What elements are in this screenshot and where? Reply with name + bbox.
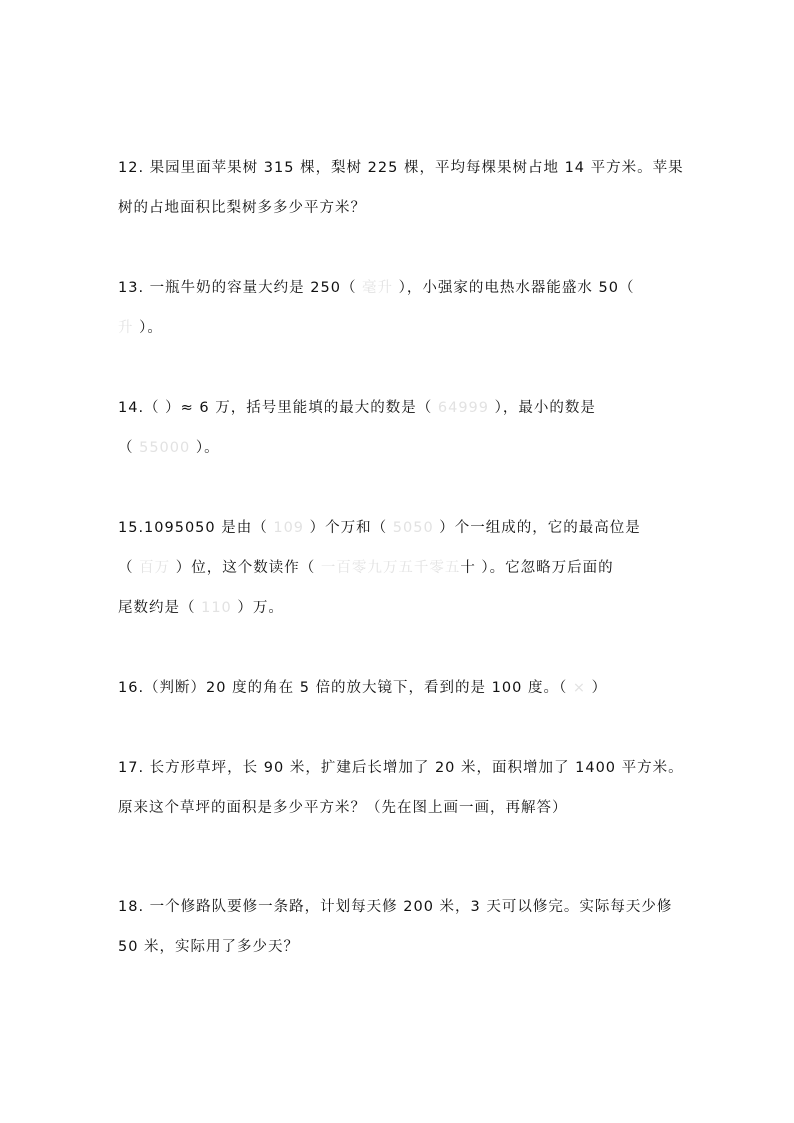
question-text: ）。 [133,320,163,336]
question-13-line-2 [118,318,163,338]
answer-text: 一百零九万五千零五 [315,560,461,576]
question-17-line-2: 原来这个草坪的面积是多少平方米？（先在图上画一画，再解答） [118,800,568,816]
question-text: ） [591,680,608,696]
question-text: 十 ）。它忽略万后面的 [460,560,614,576]
question-text: 15.1095050 是由（ [118,520,268,536]
answer-text: 109 [267,520,310,536]
question-15-line-3 [118,598,284,618]
answer-text: 百万 [133,560,176,576]
question-12-line-2: 树的占地面积比梨树多多少平方米？ [118,200,366,216]
question-text: ），最小的数是 [494,400,596,416]
question-text: ），小强家的电热水器能盛水 50（ [398,280,635,296]
answer-text: 毫升 [356,280,399,296]
answer-text: 64999 [432,400,495,416]
answer-text: 5050 [387,520,440,536]
question-18-line-2: 50 米，实际用了多少天？ [118,939,300,955]
question-14-line-2 [118,438,220,458]
question-text: 尾数约是（ [118,600,196,616]
question-text: （ [118,560,134,576]
question-15-line-1 [118,518,641,538]
question-text: ）位，这个数读作（ [175,560,316,576]
answer-text: × [567,680,592,696]
question-15-line-2 [118,558,614,578]
question-17-line-1: 17. 长方形草坪，长 90 米，扩建后长增加了 20 米，面积增加了 1400 平方米。 [118,760,684,776]
question-13-line-1 [118,278,634,298]
question-text: ）个一组成的，它的最高位是 [439,520,641,536]
question-12-line-1: 12. 果园里面苹果树 315 棵，梨树 225 棵，平均每棵果树占地 14 平方米。苹果 [118,160,684,176]
question-16-line-1 [118,678,607,698]
question-text: ）个万和（ [309,520,388,536]
question-text: ）。 [195,440,220,456]
question-18-line-1: 18. 一个修路队要修一条路，计划每天修 200 米，3 天可以修完。实际每天少修 [118,899,673,915]
answer-text: 110 [195,600,238,616]
question-text: 13. 一瓶牛奶的容量大约是 250（ [118,280,357,296]
question-text: 16.（判断）20 度的角在 5 倍的放大镜下，看到的是 100 度。（ [118,680,568,696]
question-14-line-1 [118,398,596,418]
answer-text: 55000 [133,440,196,456]
answer-text: 升 [118,320,134,336]
question-text: 14.（ ）≈ 6 万，括号里能填的最大的数是（ [118,400,433,416]
question-text: （ [118,440,134,456]
question-text: ）万。 [237,600,284,616]
